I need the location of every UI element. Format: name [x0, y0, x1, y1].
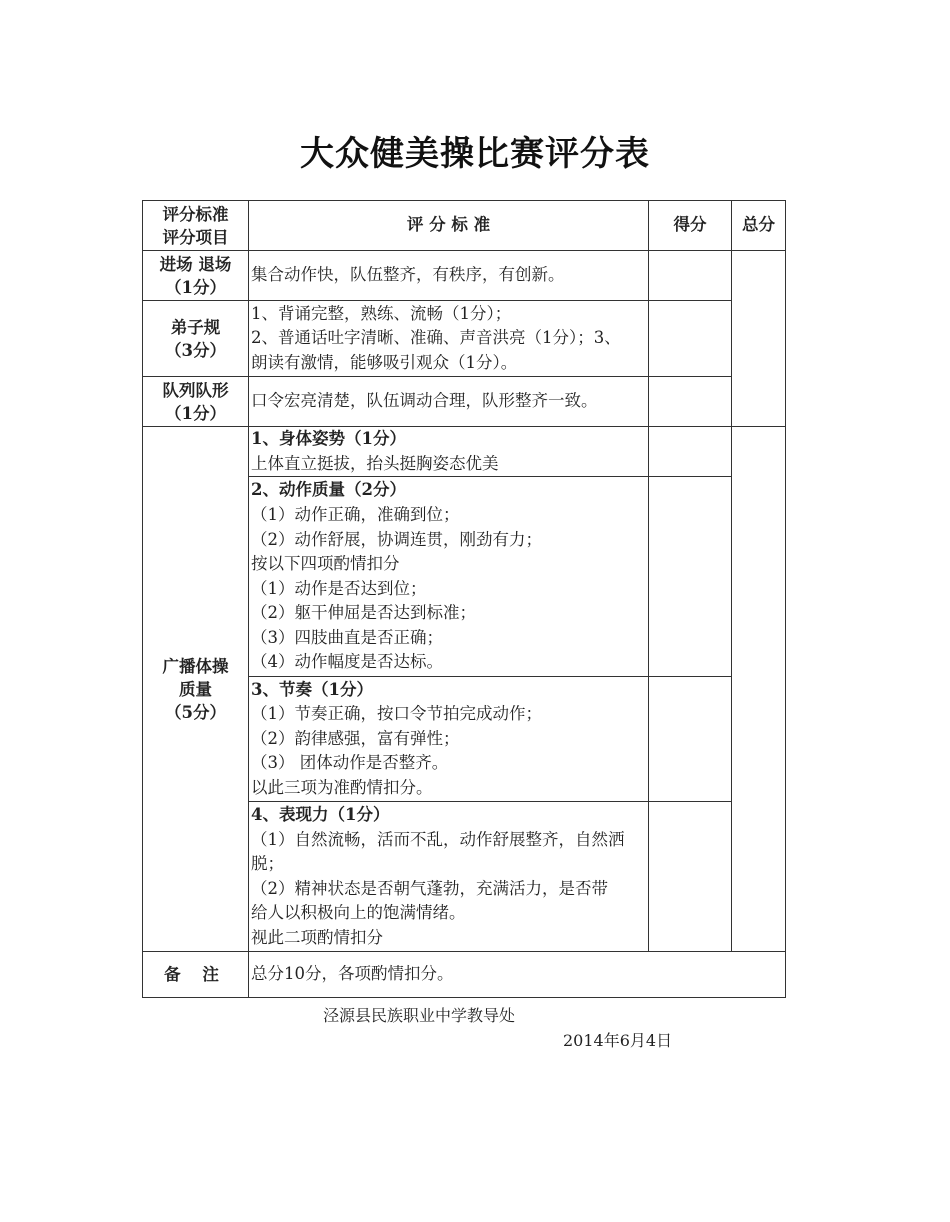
item-cell [143, 251, 249, 301]
item-points: （1分） [165, 277, 226, 297]
criteria-cell [249, 477, 649, 677]
criteria-line: （4）动作幅度是否达标。 [251, 652, 443, 672]
criteria-cell [249, 802, 649, 952]
header-col1-line2: 评分项目 [162, 227, 229, 247]
header-criteria-cell: 评 分 标 准 [249, 201, 649, 251]
item-name: 弟子规 [170, 317, 221, 337]
footer-organization: 泾源县民族职业中学教导处 [323, 1006, 516, 1025]
section-heading: 2、动作质量（2分） [251, 480, 406, 500]
criteria-line: （2）韵律感强，富有弹性； [251, 728, 460, 748]
score-cell[interactable] [649, 677, 732, 802]
item-name: 广播体操 [162, 656, 229, 676]
criteria-line: （3） 团体动作是否整齐。 [251, 753, 449, 773]
criteria-line: 以此三项为准酌情扣分。 [251, 778, 433, 798]
score-cell[interactable] [649, 427, 732, 477]
score-cell[interactable] [649, 802, 732, 952]
item-name: 队列队形 [162, 380, 229, 400]
footer-date: 2014年6月4日 [563, 1031, 673, 1050]
criteria-cell [249, 301, 649, 377]
section-heading: 1、身体姿势（1分） [251, 429, 406, 448]
criteria-line: （2）精神状态是否朝气蓬勃，充满活力，是否带 [251, 878, 608, 898]
score-table [142, 200, 786, 998]
criteria-line: 2、普通话吐字清晰、准确、声音洪亮（1分）；3、 [251, 328, 621, 348]
note-text: 总分10分，各项酌情扣分。 [249, 952, 786, 998]
page-title: 大众健美操比赛评分表 [300, 134, 650, 174]
item-cell [143, 301, 249, 377]
item-points: （3分） [165, 340, 226, 360]
table-row [143, 377, 786, 427]
criteria-cell [249, 251, 649, 301]
criteria-line: 视此二项酌情扣分 [251, 927, 383, 947]
criteria-line: （1）自然流畅，活而不乱，动作舒展整齐，自然洒 [251, 829, 625, 849]
criteria-line: 上体直立挺拔，抬头挺胸姿态优美 [251, 453, 499, 473]
criteria-line: 脱； [251, 854, 284, 874]
criteria-line: （3）四肢曲直是否正确； [251, 627, 443, 647]
criteria-line: 按以下四项酌情扣分 [251, 554, 400, 574]
criteria-line: 朗读有激情，能够吸引观众（1分）。 [251, 352, 518, 372]
criteria-line: （2）躯干伸屈是否达到标准； [251, 603, 476, 623]
table-header-row [143, 201, 786, 251]
score-cell[interactable] [649, 301, 732, 377]
header-total-cell: 总分 [732, 201, 786, 251]
header-col1-line1: 评分标准 [162, 204, 229, 224]
criteria-cell [249, 377, 649, 427]
header-item-cell [143, 201, 249, 251]
item-name: 进场 退场 [159, 254, 232, 274]
item-points: （1分） [165, 403, 226, 423]
criteria-line: 口令宏亮清楚，队伍调动合理，队形整齐一致。 [251, 391, 598, 411]
criteria-line: 集合动作快，队伍整齐，有秩序，有创新。 [251, 265, 565, 285]
section-heading: 4、表现力（1分） [251, 804, 390, 824]
criteria-line: （1）动作是否达到位； [251, 578, 427, 598]
score-cell[interactable] [649, 251, 732, 301]
criteria-line: （1）动作正确，准确到位； [251, 504, 460, 524]
item-name: 质量 [179, 679, 212, 699]
table-row [143, 427, 786, 477]
note-label: 备 注 [143, 952, 249, 998]
total-cell[interactable] [732, 251, 786, 427]
header-score-cell: 得分 [649, 201, 732, 251]
score-cell[interactable] [649, 477, 732, 677]
table-row [143, 301, 786, 377]
criteria-line: 1、背诵完整，熟练、流畅（1分）； [251, 303, 512, 323]
note-row [143, 952, 786, 998]
item-points: （5分） [165, 702, 226, 722]
criteria-cell [249, 677, 649, 802]
section-heading: 3、节奏（1分） [251, 679, 373, 699]
item-cell [143, 377, 249, 427]
criteria-line: （2）动作舒展，协调连贯，刚劲有力； [251, 529, 542, 549]
criteria-line: 给人以积极向上的饱满情绪。 [251, 903, 466, 923]
total-cell[interactable] [732, 427, 786, 952]
criteria-cell [249, 427, 649, 477]
item-cell [143, 427, 249, 952]
table-row [143, 251, 786, 301]
score-cell[interactable] [649, 377, 732, 427]
criteria-line: （1）节奏正确，按口令节拍完成动作； [251, 704, 542, 724]
